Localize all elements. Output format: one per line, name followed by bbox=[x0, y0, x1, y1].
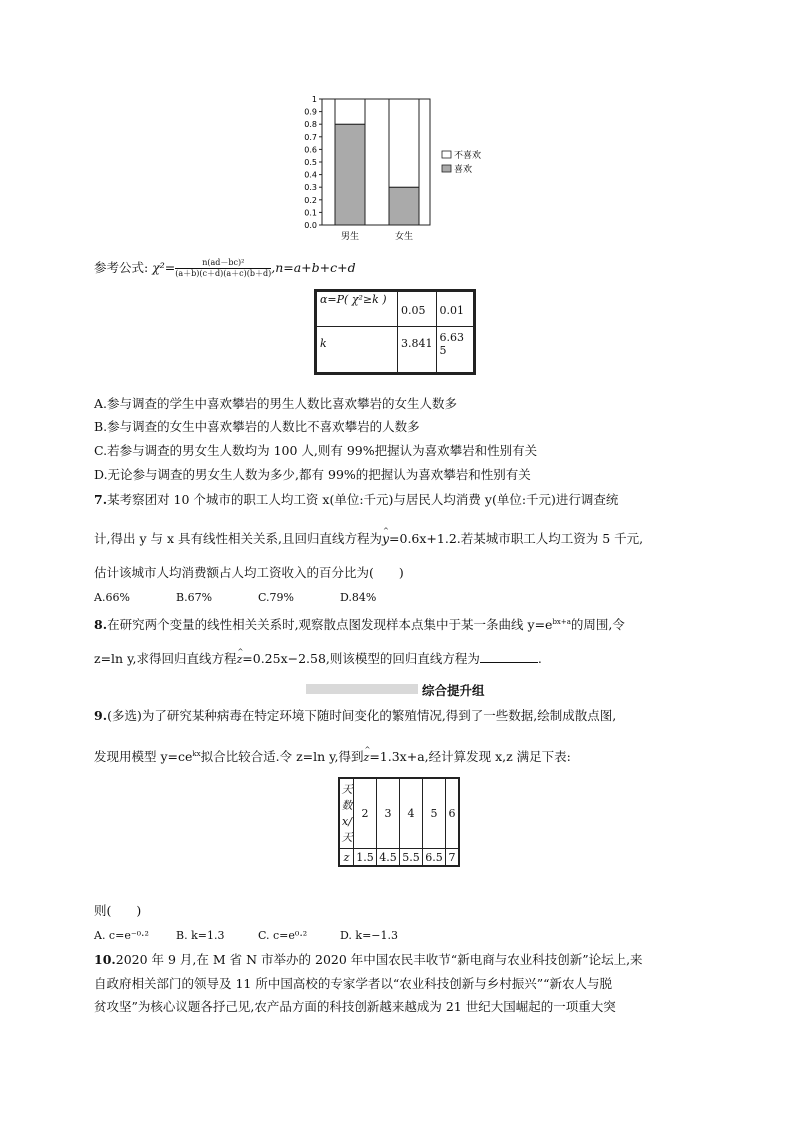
q8-line1 bbox=[94, 614, 625, 633]
legend-swatch bbox=[442, 151, 451, 158]
table-header-cell: 天数x/天 bbox=[339, 778, 354, 849]
z-hat: ^ z bbox=[236, 652, 242, 668]
q8-text: 的周围,令 bbox=[570, 617, 625, 633]
q10-line2: 自政府相关部门的领导及 11 所中国高校的专家学者以“农业科技创新与乡村振兴”“新农人与脱 bbox=[94, 976, 613, 991]
table-cell: 6.5 bbox=[423, 849, 446, 867]
formula-denominator: (a＋b)(c＋d)(a＋c)(b＋d) bbox=[175, 269, 272, 278]
table-cell: 7 bbox=[446, 849, 460, 867]
question-number: 7. bbox=[94, 492, 108, 507]
bar-dislike bbox=[335, 99, 365, 124]
table-cell: 5 bbox=[423, 778, 446, 849]
option-c: C.若参与调查的男女生人数均为 100 人,则有 99%把握认为喜欢攀岩和性别有关 bbox=[94, 443, 538, 458]
formula-line bbox=[94, 258, 356, 279]
y-tick-label: 0.6 bbox=[304, 145, 317, 155]
table-row bbox=[339, 849, 459, 867]
section-title: 综合提升组 bbox=[422, 683, 485, 698]
option-c: C. c=e⁰·² bbox=[258, 929, 308, 942]
q7-options bbox=[94, 590, 376, 606]
y-tick-label: 1 bbox=[311, 95, 317, 104]
legend-label: 不喜欢 bbox=[454, 151, 482, 161]
q9-text: 拟合比较合适.令 z=ln y,得到 bbox=[200, 749, 364, 765]
table-cell: 3 bbox=[377, 778, 400, 849]
option-b: B.67% bbox=[176, 591, 213, 604]
table-row bbox=[316, 327, 475, 374]
table-cell: 0.05 bbox=[398, 291, 437, 327]
q10-text: 2020 年 9 月,在 M 省 N 市举办的 2020 年中国农民丰收节“新电商与农业科技创新”论坛上,来 bbox=[115, 952, 643, 967]
legend-label: 喜欢 bbox=[454, 165, 473, 175]
answer-blank bbox=[480, 651, 538, 663]
bar-dislike bbox=[389, 99, 419, 187]
y-tick-label: 0.4 bbox=[304, 170, 317, 180]
y-tick-label: 0.5 bbox=[304, 158, 317, 167]
q10-line3: 贫攻坚”为核心议题各抒己见,农产品方面的科技创新越来越成为 21 世纪大国崛起的一项重大突 bbox=[94, 999, 616, 1014]
bar-chart bbox=[296, 94, 516, 244]
q9-text: 发现用模型 y=ce bbox=[94, 749, 193, 765]
q8-text: =0.25x−2.58,则该模型的回归直线方程为 bbox=[242, 651, 480, 666]
xz-table bbox=[338, 777, 460, 867]
q8-text: z=ln y,求得回归直线方程 bbox=[94, 651, 237, 666]
q7-line2 bbox=[94, 531, 643, 547]
formula-label: 参考公式: bbox=[94, 260, 149, 275]
bar-like bbox=[335, 124, 365, 225]
formula-chi: χ²= bbox=[152, 260, 176, 275]
table-cell: 0.01 bbox=[436, 291, 474, 327]
table-header-cell: z bbox=[339, 849, 354, 867]
table-cell: 4.5 bbox=[377, 849, 400, 867]
y-tick-label: 0.3 bbox=[304, 183, 317, 193]
table-cell: 5.5 bbox=[400, 849, 423, 867]
question-number: 10. bbox=[94, 952, 116, 967]
period: . bbox=[537, 651, 542, 666]
q9-ask: 则( ) bbox=[94, 903, 142, 918]
y-tick-label: 0.2 bbox=[304, 195, 317, 205]
table-cell: 1.5 bbox=[354, 849, 377, 867]
option-d: D.84% bbox=[340, 591, 377, 604]
bar-like bbox=[389, 187, 419, 225]
y-hat: ^ y bbox=[382, 531, 389, 547]
q9-text: =1.3x+a,经计算发现 x,z 满足下表: bbox=[369, 749, 571, 765]
z-hat: ^ z bbox=[364, 750, 370, 766]
table-cell: 6 bbox=[446, 778, 460, 849]
q9-line2 bbox=[94, 746, 571, 766]
option-d: D.无论参与调查的男女生人数为多少,都有 99%的把握认为喜欢攀岩和性别有关 bbox=[94, 467, 531, 482]
y-tick-label: 0.0 bbox=[304, 221, 317, 230]
q7-line1 bbox=[94, 492, 618, 508]
table-cell: 2 bbox=[354, 778, 377, 849]
y-tick-label: 0.9 bbox=[304, 107, 317, 117]
option-a: A.参与调查的学生中喜欢攀岩的男生人数比喜欢攀岩的女生人数多 bbox=[94, 396, 458, 411]
option-b: B. k=1.3 bbox=[176, 929, 225, 942]
formula-tail: ,n=a+b+c+d bbox=[271, 260, 356, 275]
q7-text: 某考察团对 10 个城市的职工人均工资 x(单位:千元)与居民人均消费 y(单位:千元)进行调查统 bbox=[107, 492, 619, 507]
table-row bbox=[316, 291, 475, 327]
q10-line1 bbox=[94, 952, 643, 968]
option-a: A.66% bbox=[94, 591, 130, 604]
table-cell: 4 bbox=[400, 778, 423, 849]
section-bar bbox=[306, 684, 418, 694]
table-cell: k bbox=[316, 327, 398, 374]
question-number: 9. bbox=[94, 708, 108, 723]
formula-fraction bbox=[175, 258, 271, 279]
q7-text: 计,得出 y 与 x 具有线性相关关系,且回归直线方程为 bbox=[94, 531, 382, 546]
q7-text: =0.6x+1.2.若某城市职工人均工资为 5 千元, bbox=[389, 531, 644, 546]
exponent: kx bbox=[192, 750, 201, 758]
option-c: C.79% bbox=[258, 591, 294, 604]
y-tick-label: 0.1 bbox=[304, 208, 317, 218]
table-cell: 3.841 bbox=[398, 327, 437, 374]
x-tick-label: 女生 bbox=[394, 232, 414, 242]
q9-text: (多选)为了研究某种病毒在特定环境下随时间变化的繁殖情况,得到了一些数据,绘制成散点图, bbox=[107, 708, 617, 723]
q8-text: 在研究两个变量的线性相关关系时,观察散点图发现样本点集中于某一条曲线 y=e bbox=[107, 617, 553, 633]
option-d: D. k=−1.3 bbox=[340, 929, 399, 942]
exponent: bx+a bbox=[552, 618, 571, 626]
legend-swatch bbox=[442, 165, 451, 172]
table-cell: α=P( χ²≥k ) bbox=[316, 291, 398, 327]
q8-line2 bbox=[94, 651, 542, 668]
question-number: 8. bbox=[94, 617, 108, 633]
table-cell: 6.635 bbox=[436, 327, 474, 374]
formula-numerator: n(ad－bc)² bbox=[175, 258, 271, 269]
table-row bbox=[339, 778, 459, 849]
y-tick-label: 0.8 bbox=[304, 120, 317, 130]
q9-options bbox=[94, 928, 398, 944]
critical-value-table bbox=[314, 289, 476, 375]
x-tick-label: 男生 bbox=[340, 232, 360, 242]
option-a: A. c=e⁻⁰·² bbox=[94, 929, 149, 942]
q9-line1 bbox=[94, 708, 616, 724]
option-b: B.参与调查的女生中喜欢攀岩的人数比不喜欢攀岩的人数多 bbox=[94, 419, 420, 434]
y-tick-label: 0.7 bbox=[304, 132, 317, 142]
q7-line3: 估计该城市人均消费额占人均工资收入的百分比为( ) bbox=[94, 565, 404, 580]
